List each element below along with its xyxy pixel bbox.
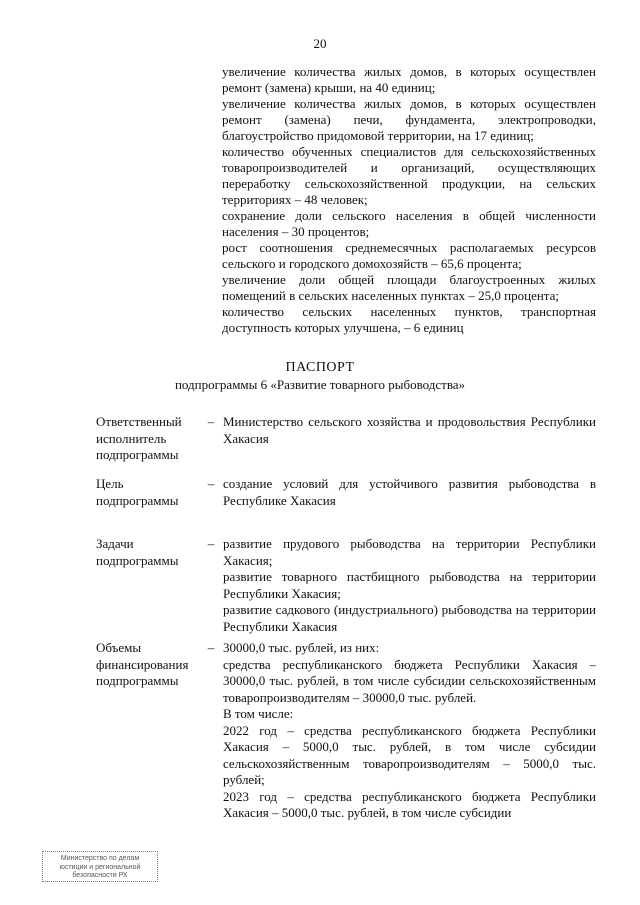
row-label: Задачи подпрограммы xyxy=(96,536,179,568)
row-value xyxy=(223,414,596,447)
row-value xyxy=(223,640,596,822)
indicator-item: сохранение доли сельского населения в общей численности населения – 30 процентов; xyxy=(222,208,596,239)
indicator-item: количество сельских населенных пунктов, транспортная доступность которых улучшена, – 6 единиц xyxy=(222,304,596,335)
passport-subtitle: подпрограммы 6 «Развитие товарного рыбоводства» xyxy=(174,377,466,392)
passport-title: ПАСПОРТ xyxy=(285,360,355,375)
row-dash: – xyxy=(207,536,215,551)
indicator-item: рост соотношения среднемесячных располагаемых ресурсов сельского и городского домохозяйств – 65,6 процента; xyxy=(222,240,596,271)
row-value-line: развитие товарного пастбищного рыбоводства на территории Республики Хакасия; xyxy=(223,569,596,601)
indicator-item: увеличение доли общей площади благоустроенных жилых помещений в сельских населенных пунктах – 25,0 процента; xyxy=(222,272,596,303)
row-label: Цель подпрограммы xyxy=(96,476,179,508)
indicator-item: увеличение количества жилых домов, в которых осуществлен ремонт (замена) крыши, на 40 единиц; xyxy=(222,64,596,95)
registration-stamp xyxy=(42,851,158,882)
stamp-line: безопасности РХ xyxy=(72,872,128,879)
row-dash: – xyxy=(207,640,215,655)
row-label: Объемы финансирования подпрограммы xyxy=(96,640,189,688)
row-value-line: создание условий для устойчивого развития рыбоводства в Республике Хакасия xyxy=(223,476,596,508)
row-dash: – xyxy=(207,414,215,429)
row-dash: – xyxy=(207,476,215,491)
row-value-line: Министерство сельского хозяйства и продовольствия Республики Хакасия xyxy=(223,414,596,446)
row-value-line: средства республиканского бюджета Республики Хакасия – 30000,0 тыс. рублей, в том числе субсидии сельскохозяйственным товаропроизводителям – 30000,0 тыс. рублей. xyxy=(223,656,596,705)
row-value-line: 2023 год – средства республиканского бюджета Республики Хакасия – 5000,0 тыс. рублей, в том числе субсидии xyxy=(223,788,596,820)
row-value-line: развитие садкового (индустриального) рыбоводства на территории Республики Хакасия xyxy=(223,602,596,634)
page-number: 20 xyxy=(313,36,327,51)
indicator-item: увеличение количества жилых домов, в которых осуществлен ремонт (замена) печи, фундамента, электропроводки, благоустройство придомовой территории, на 17 единиц; xyxy=(222,96,596,143)
row-value-line: В том числе: xyxy=(223,706,294,721)
row-value-line: 2022 год – средства республиканского бюджета Республики Хакасия – 5000,0 тыс. рублей, в том числе субсидии сельскохозяйственным товаропроизводителям – 5000,0 тыс. рублей; xyxy=(223,722,596,787)
row-value xyxy=(223,536,596,635)
stamp-line: Министерство по делам xyxy=(60,855,140,862)
indicator-list xyxy=(222,64,596,336)
row-value-line: 30000,0 тыс. рублей, из них: xyxy=(223,640,380,655)
row-label: Ответственный исполнитель подпрограммы xyxy=(96,414,182,462)
indicator-item: количество обученных специалистов для сельскохозяйственных товаропроизводителей и организаций, осуществляющих переработку сельскохозяйственной продукции, на сельских территориях – 48 человек; xyxy=(222,144,596,207)
row-value xyxy=(223,476,596,509)
stamp-line: юстиции и региональной xyxy=(59,863,141,871)
row-value-line: развитие прудового рыбоводства на территории Республики Хакасия; xyxy=(223,536,596,568)
